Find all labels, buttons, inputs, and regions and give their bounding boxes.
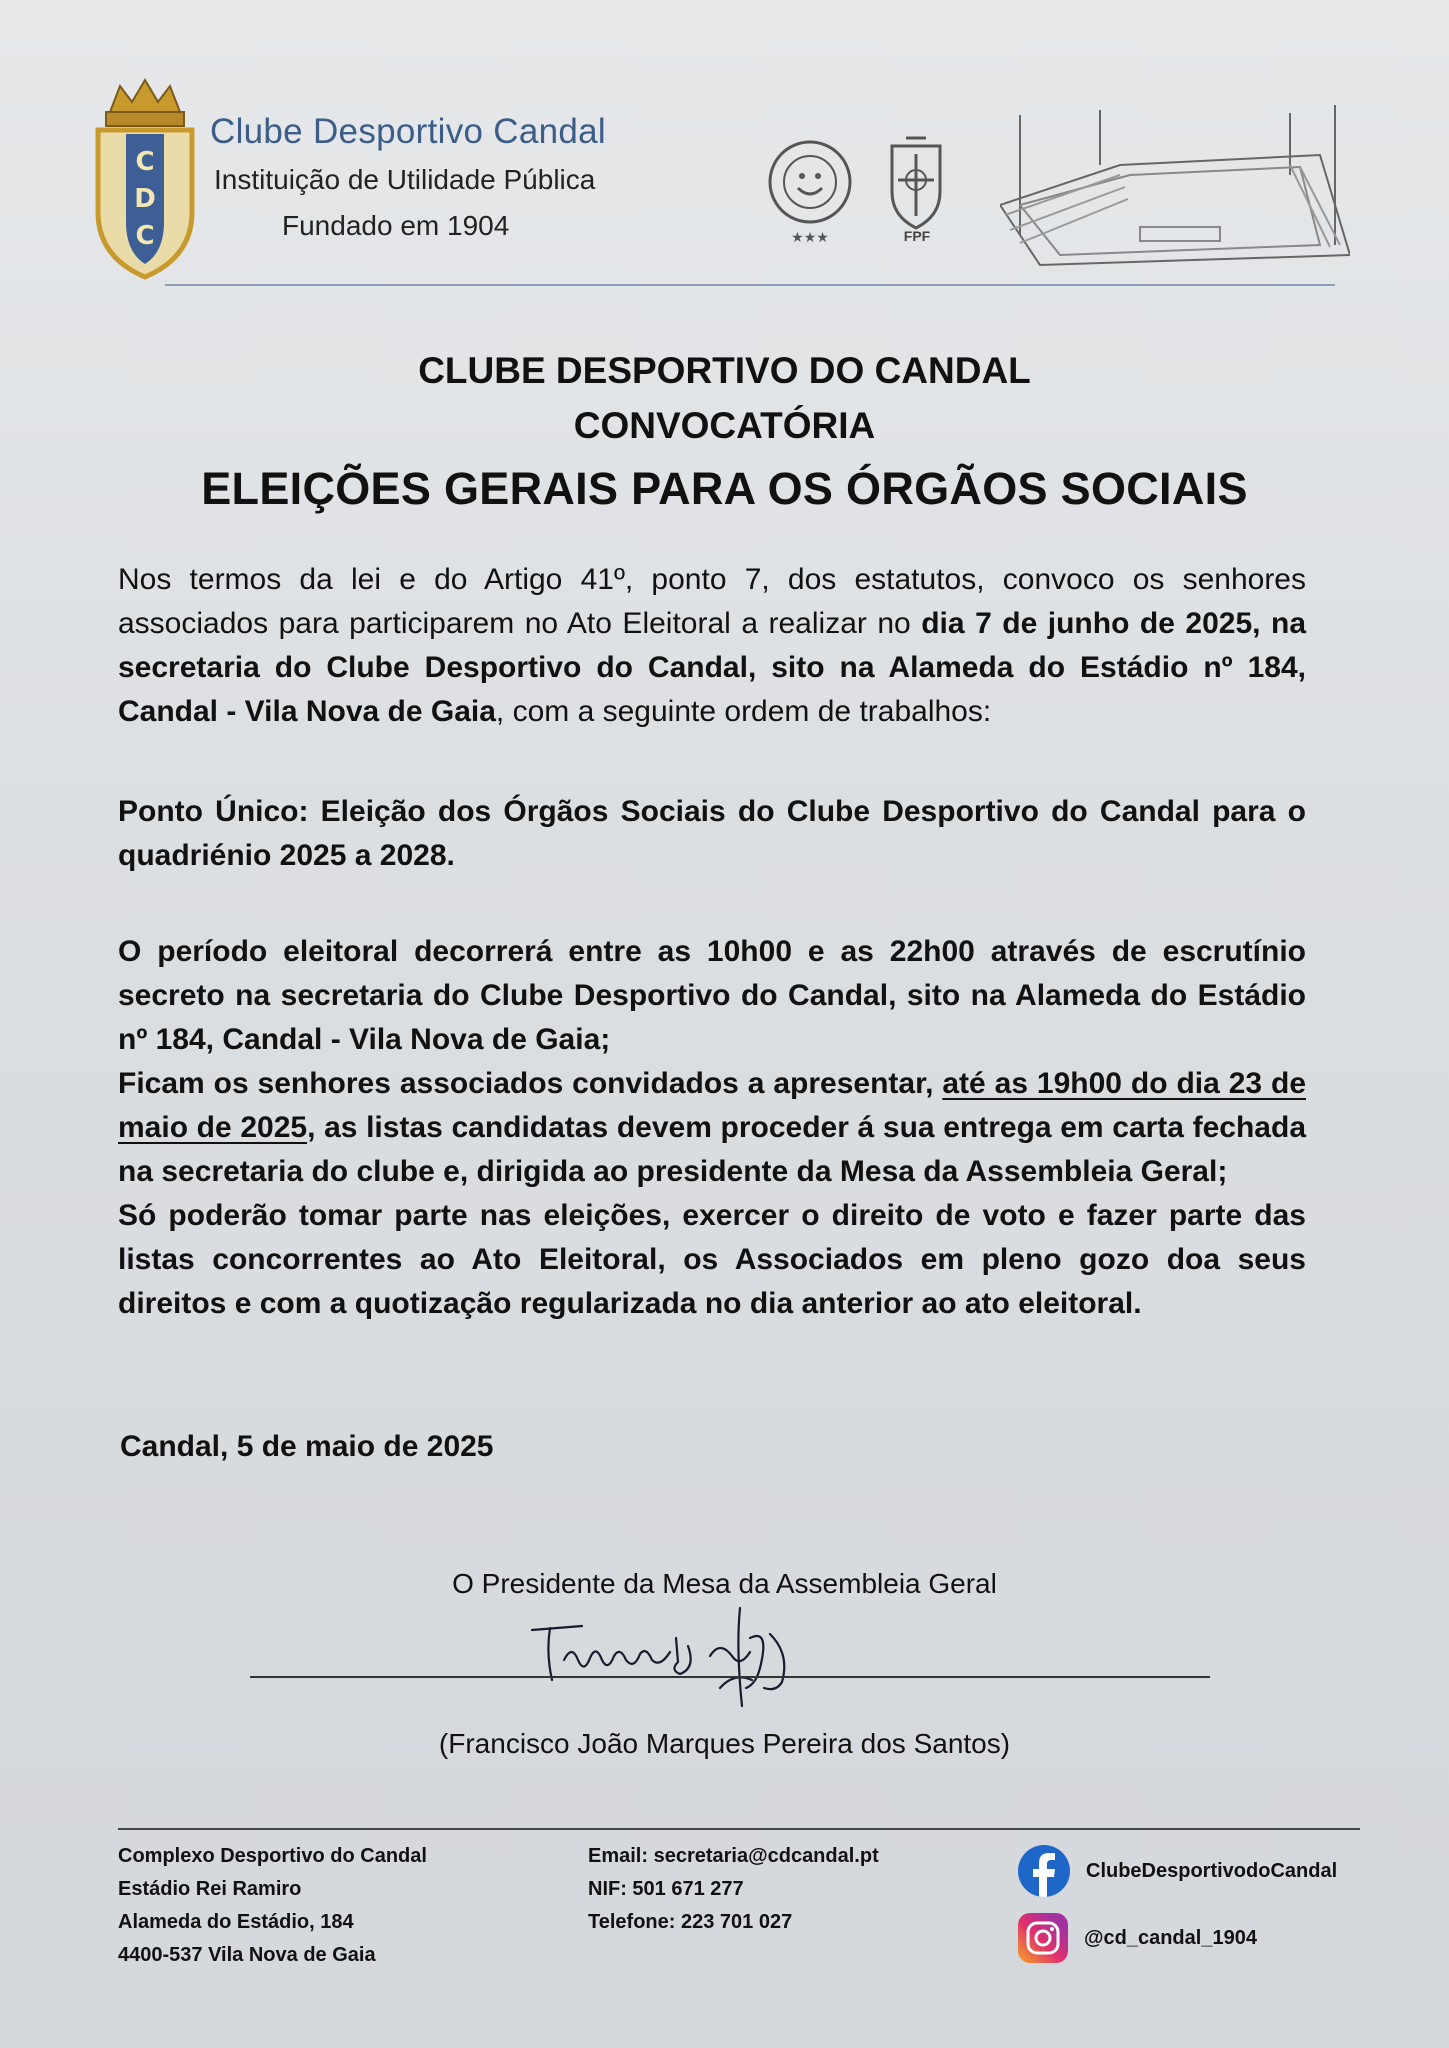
crest-letter-d: D	[134, 184, 156, 214]
paragraph-intro	[118, 558, 1306, 734]
facebook-icon	[1018, 1845, 1070, 1897]
facebook-handle: ClubeDesportivodoCandal	[1086, 1859, 1338, 1882]
footer-nif: NIF: 501 671 277	[588, 1878, 744, 1900]
paragraph-rules	[118, 930, 1306, 1326]
rules-eligibility: Só poderão tomar parte nas eleições, exercer o direito de voto e fazer parte das listas concorrentes ao Ato Eleitoral, os Associados em pleno gozo doa seus direitos e com a quotização regularizada no dia anterior ao ato eleitoral.	[118, 1199, 1306, 1320]
stadium-sketch-illustration	[1000, 95, 1350, 275]
rules-lists-text-end: , as listas candidatas devem proceder á sua entrega em carta fechada na secretaria do clube e, dirigida ao presidente da Mesa da Assembleia Geral;	[118, 1111, 1307, 1188]
certification-stars: ★★★	[791, 230, 829, 246]
crest-letter-c1: C	[135, 147, 155, 177]
paragraph-agenda: Ponto Único: Eleição dos Órgãos Sociais do Clube Desportivo do Candal para o quadriénio 2025 a 2028.	[118, 795, 1306, 872]
signatory-title: O Presidente da Mesa da Assembleia Geral	[452, 1568, 997, 1599]
fpf-label: FPF	[903, 228, 931, 244]
club-crest-logo	[90, 72, 200, 282]
instagram-icon	[1018, 1913, 1068, 1963]
club-name: Clube Desportivo Candal	[210, 112, 607, 151]
footer-address-line: 4400-537 Vila Nova de Gaia	[118, 1944, 376, 1966]
footer-address-line: Complexo Desportivo do Candal	[118, 1845, 427, 1867]
rules-period: O período eleitoral decorrerá entre as 10h00 e as 22h00 através de escrutínio secreto na secretaria do Clube Desportivo do Candal, sito na Alameda do Estádio nº 184, Candal - Vila Nova de Gaia;	[118, 935, 1306, 1056]
footer-instagram	[1018, 1913, 1257, 1963]
club-subtitle: Instituição de Utilidade Pública	[214, 164, 596, 195]
document-date: Candal, 5 de maio de 2025	[120, 1430, 494, 1463]
footer-address-line: Alameda do Estádio, 184	[118, 1911, 354, 1933]
intro-text: Nos termos da lei e do Artigo 41º, ponto 7, dos estatutos, convoco os senhores associados para participarem no Ato Eleitoral a realizar no	[118, 563, 1306, 640]
signatory-name: (Francisco João Marques Pereira dos Santos)	[438, 1728, 1011, 1759]
document-title-elections: ELEIÇÕES GERAIS PARA OS ÓRGÃOS SOCIAIS	[201, 463, 1248, 514]
rules-lists	[118, 1062, 1306, 1194]
intro-date-location: dia 7 de junho de 2025, na secretaria do Clube Desportivo do Candal, sito na Alameda do Estádio nº 184, Candal - Vila Nova de Gaia	[118, 607, 1306, 728]
intro-text-end: , com a seguinte ordem de trabalhos:	[495, 695, 992, 728]
club-identity	[210, 112, 606, 242]
certification-seal-icon	[762, 138, 858, 248]
rules-deadline: até as 19h00 do dia 23 de maio de 2025	[118, 1067, 1306, 1144]
footer-facebook	[1018, 1845, 1337, 1897]
footer-divider	[118, 1828, 1360, 1830]
footer-address	[118, 1840, 427, 1972]
rules-lists-text: Ficam os senhores associados convidados a apresentar,	[118, 1067, 943, 1100]
club-founded: Fundado em 1904	[282, 210, 510, 241]
footer-phone: Telefone: 223 701 027	[588, 1911, 793, 1933]
handwritten-signature	[520, 1598, 860, 1708]
document-title-convocatoria: CONVOCATÓRIA	[573, 405, 876, 446]
instagram-handle: @cd_candal_1904	[1084, 1926, 1257, 1949]
footer-email: Email: secretaria@cdcandal.pt	[588, 1845, 879, 1867]
footer-address-line: Estádio Rei Ramiro	[118, 1878, 302, 1900]
signature-line	[250, 1676, 1210, 1678]
footer-contacts	[588, 1840, 879, 1939]
header-divider	[165, 284, 1335, 286]
document-title-club: CLUBE DESPORTIVO DO CANDAL	[418, 350, 1031, 391]
crest-letter-c2: C	[135, 221, 155, 251]
